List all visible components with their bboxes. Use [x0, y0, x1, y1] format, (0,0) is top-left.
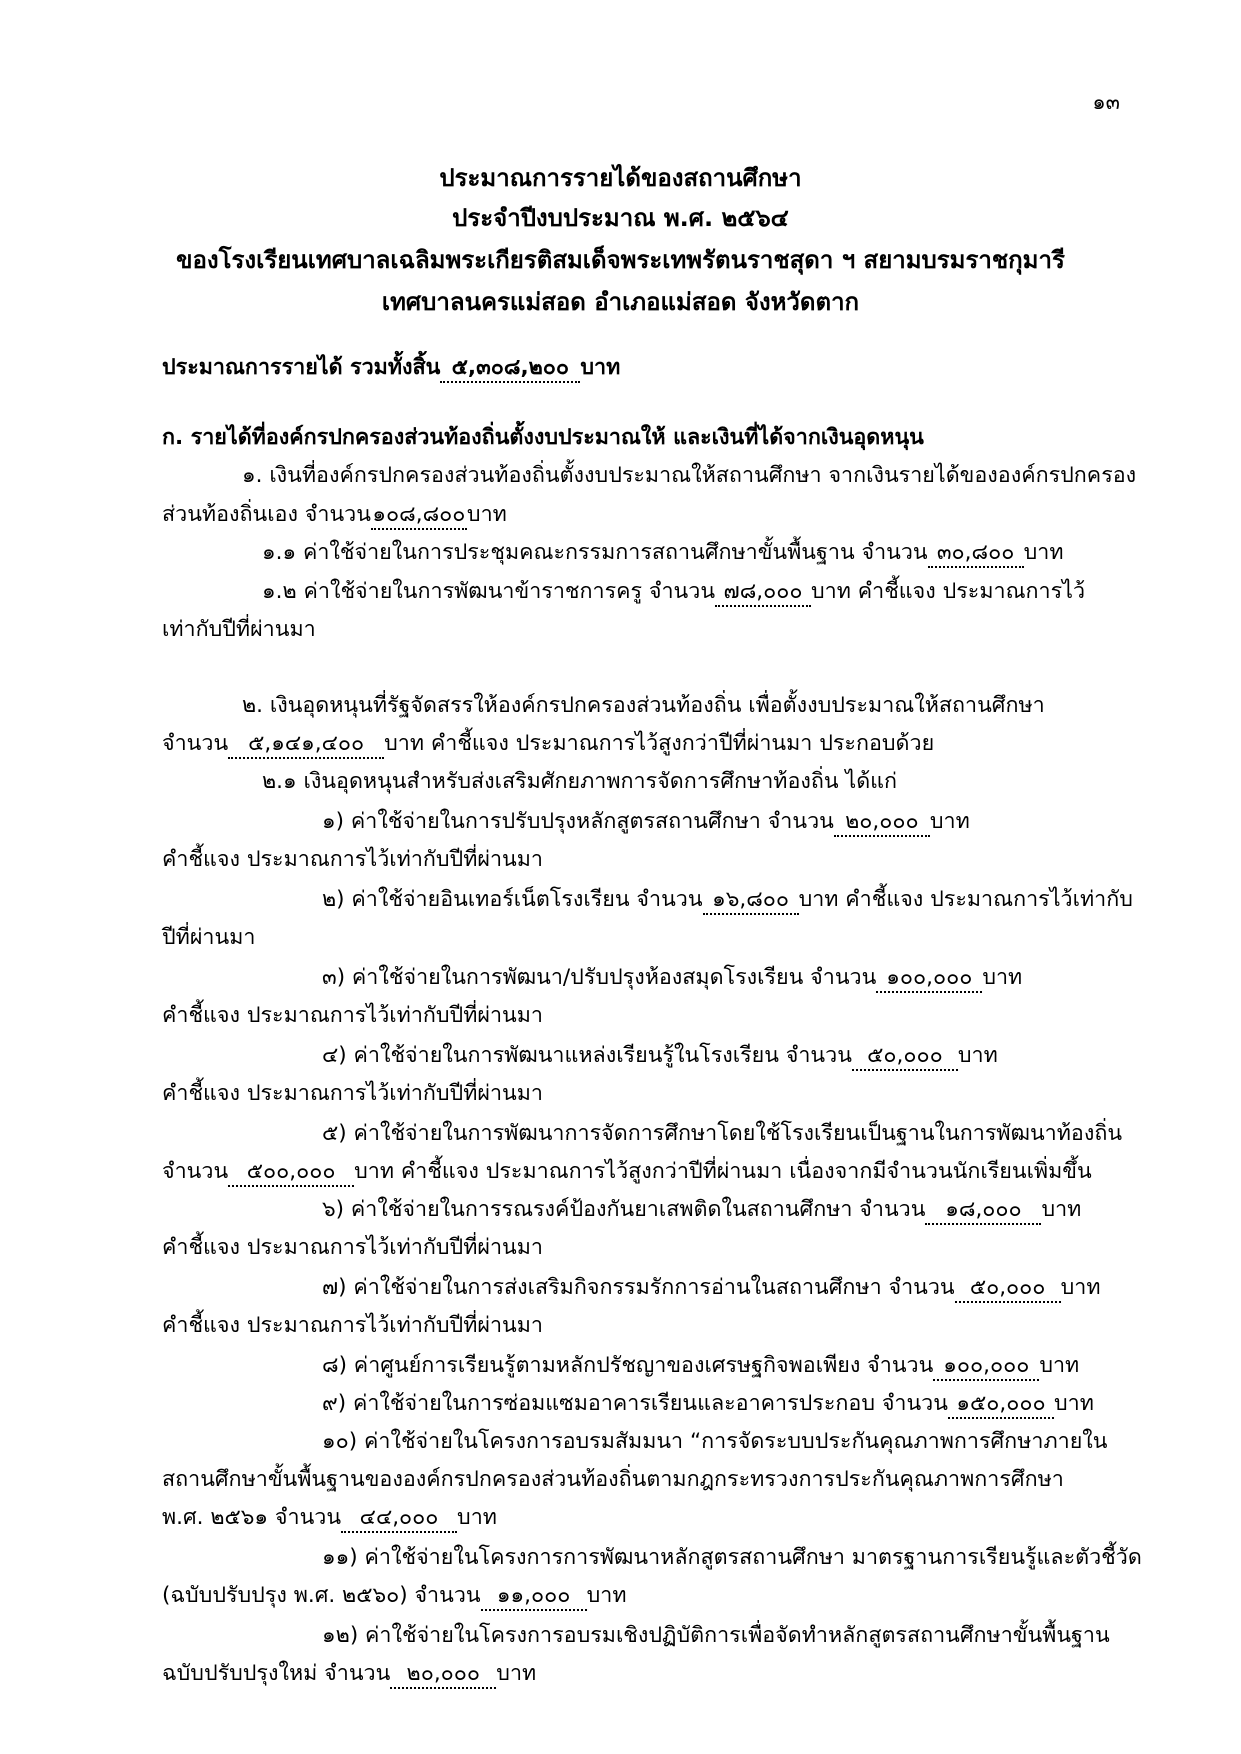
item-12-line-1: ๑๒) ค่าใช้จ่ายในโครงการอบรมเชิงปฏิบัติการเพื่อจัดทำหลักสูตรสถานศึกษาขั้นพื้นฐาน [322, 1623, 1110, 1648]
item-10-line-2: สถานศึกษาขั้นพื้นฐานขององค์กรปกครองส่วนท้องถิ่นตามกฎกระทรวงการประกันคุณภาพการศึกษา [162, 1467, 1064, 1492]
item-5-line-1: ๕) ค่าใช้จ่ายในการพัฒนาการจัดการศึกษาโดยใช้โรงเรียนเป็นฐานในการพัฒนาท้องถิ่น [322, 1121, 1123, 1146]
item-12-line-2: ฉบับปรับปรุงใหม่ จำนวน ๒๐,๐๐๐ บาท [162, 1658, 536, 1690]
item-6-amount: ๑๘,๐๐๐ [925, 1197, 1041, 1225]
item-11-line-1: ๑๑) ค่าใช้จ่ายในโครงการการพัฒนาหลักสูตรสถานศึกษา มาตรฐานการเรียนรู้และตัวชี้วัด [322, 1545, 1142, 1570]
item-9-line: ๙) ค่าใช้จ่ายในการซ่อมแซมอาคารเรียนและอาคารประกอบ จำนวน ๑๕๐,๐๐๐ บาท [322, 1388, 1094, 1420]
p1-1-amount: ๓๐,๘๐๐ [928, 540, 1024, 568]
p1-1-line: ๑.๑ ค่าใช้จ่ายในการประชุมคณะกรรมการสถานศึกษาขั้นพื้นฐาน จำนวน ๓๐,๘๐๐ บาท [262, 537, 1064, 569]
total-estimate-line [162, 352, 620, 384]
p1-line-1: ๑. เงินที่องค์กรปกครองส่วนท้องถิ่นตั้งงบประมาณให้สถานศึกษา จากเงินรายได้ขององค์กรปกครอง [242, 463, 1137, 488]
section-a-heading: ก. รายได้ที่องค์กรปกครองส่วนท้องถิ่นตั้งงบประมาณให้ และเงินที่ได้จากเงินอุดหนุน [162, 425, 924, 450]
item-9-amount: ๑๕๐,๐๐๐ [948, 1391, 1054, 1419]
item-12-amount: ๒๐,๐๐๐ [390, 1661, 496, 1689]
item-11-amount: ๑๑,๐๐๐ [481, 1583, 587, 1611]
item-7-note: คำชี้แจง ประมาณการไว้เท่ากับปีที่ผ่านมา [162, 1313, 543, 1338]
title-line-4: เทศบาลนครแม่สอด อำเภอแม่สอด จังหวัดตาก [381, 288, 860, 316]
item-1-note: คำชี้แจง ประมาณการไว้เท่ากับปีที่ผ่านมา [162, 847, 543, 872]
item-2-amount: ๑๖,๘๐๐ [703, 887, 799, 915]
title-line-1: ประมาณการรายได้ของสถานศึกษา [439, 164, 802, 192]
item-7-line: ๗) ค่าใช้จ่ายในการส่งเสริมกิจกรรมรักการอ่านในสถานศึกษา จำนวน ๕๐,๐๐๐ บาท [322, 1272, 1101, 1304]
item-1-amount: ๒๐,๐๐๐ [834, 809, 930, 837]
item-2-line: ๒) ค่าใช้จ่ายอินเทอร์เน็ตโรงเรียน จำนวน ๑๖,๘๐๐ บาท คำชี้แจง ประมาณการไว้เท่ากับ [322, 884, 1133, 916]
item-6-line: ๖) ค่าใช้จ่ายในการรณรงค์ป้องกันยาเสพติดในสถานศึกษา จำนวน ๑๘,๐๐๐ บาท [322, 1194, 1081, 1226]
item-4-note: คำชี้แจง ประมาณการไว้เท่ากับปีที่ผ่านมา [162, 1081, 543, 1106]
item-5-line-2: จำนวน ๕๐๐,๐๐๐ บาท คำชี้แจง ประมาณการไว้สูงกว่าปีที่ผ่านมา เนื่องจากมีจำนวนนักเรียนเพิ่มขึ้น [162, 1156, 1092, 1188]
item-4-line: ๔) ค่าใช้จ่ายในการพัฒนาแหล่งเรียนรู้ในโรงเรียน จำนวน ๕๐,๐๐๐ บาท [322, 1040, 998, 1072]
item-8-amount: ๑๐๐,๐๐๐ [933, 1353, 1039, 1381]
item-6-note: คำชี้แจง ประมาณการไว้เท่ากับปีที่ผ่านมา [162, 1235, 543, 1260]
item-10-amount: ๔๔,๐๐๐ [341, 1505, 457, 1533]
p2-line-2: จำนวน ๕,๑๔๑,๔๐๐ บาท คำชี้แจง ประมาณการไว้สูงกว่าปีที่ผ่านมา ประกอบด้วย [162, 728, 934, 760]
item-8-line: ๘) ค่าศูนย์การเรียนรู้ตามหลักปรัชญาของเศรษฐกิจพอเพียง จำนวน ๑๐๐,๐๐๐ บาท [322, 1350, 1079, 1382]
item-3-amount: ๑๐๐,๐๐๐ [876, 965, 982, 993]
item-3-note: คำชี้แจง ประมาณการไว้เท่ากับปีที่ผ่านมา [162, 1003, 543, 1028]
p1-2-line: ๑.๒ ค่าใช้จ่ายในการพัฒนาข้าราชการครู จำนวน ๗๘,๐๐๐ บาท คำชี้แจง ประมาณการไว้ [262, 576, 1085, 608]
p2-line-1: ๒. เงินอุดหนุนที่รัฐจัดสรรให้องค์กรปกครองส่วนท้องถิ่น เพื่อตั้งงบประมาณให้สถานศึกษา [242, 693, 1045, 718]
p1-amount: ๑๐๘,๘๐๐ [371, 502, 467, 530]
total-unit: บาท [580, 355, 621, 380]
page-number: ๑๓ [1092, 90, 1120, 114]
p2-1-line: ๒.๑ เงินอุดหนุนสำหรับส่งเสริมศักยภาพการจัดการศึกษาท้องถิ่น ได้แก่ [262, 769, 898, 794]
p1-line-2: ส่วนท้องถิ่นเอง จำนวน๑๐๘,๘๐๐บาท [162, 499, 507, 531]
p1-2-line-2: เท่ากับปีที่ผ่านมา [162, 617, 316, 642]
p2-amount: ๕,๑๔๑,๔๐๐ [228, 731, 384, 759]
total-amount: ๕,๓๐๘,๒๐๐ [440, 355, 580, 383]
item-3-line: ๓) ค่าใช้จ่ายในการพัฒนา/ปรับปรุงห้องสมุดโรงเรียน จำนวน ๑๐๐,๐๐๐ บาท [322, 962, 1022, 994]
item-11-line-2: (ฉบับปรับปรุง พ.ศ. ๒๕๖๐) จำนวน ๑๑,๐๐๐ บาท [162, 1580, 627, 1612]
item-10-line-3: พ.ศ. ๒๕๖๑ จำนวน ๔๔,๐๐๐ บาท [162, 1502, 497, 1534]
total-label: ประมาณการรายได้ รวมทั้งสิ้น [162, 355, 441, 380]
item-4-amount: ๕๐,๐๐๐ [852, 1043, 958, 1071]
item-5-amount: ๕๐๐,๐๐๐ [228, 1159, 354, 1187]
p1-2-amount: ๗๘,๐๐๐ [715, 579, 811, 607]
item-1-line: ๑) ค่าใช้จ่ายในการปรับปรุงหลักสูตรสถานศึกษา จำนวน ๒๐,๐๐๐ บาท [322, 806, 970, 838]
item-10-line-1: ๑๐) ค่าใช้จ่ายในโครงการอบรมสัมมนา “การจัดระบบประกันคุณภาพการศึกษาภายใน [322, 1429, 1108, 1454]
item-7-amount: ๕๐,๐๐๐ [955, 1275, 1061, 1303]
title-line-2: ประจำปีงบประมาณ พ.ศ. ๒๕๖๔ [452, 204, 789, 232]
title-line-3: ของโรงเรียนเทศบาลเฉลิมพระเกียรติสมเด็จพระเทพรัตนราชสุดา ฯ สยามบรมราชกุมารี [176, 246, 1065, 274]
item-2-note: ปีที่ผ่านมา [162, 925, 256, 950]
